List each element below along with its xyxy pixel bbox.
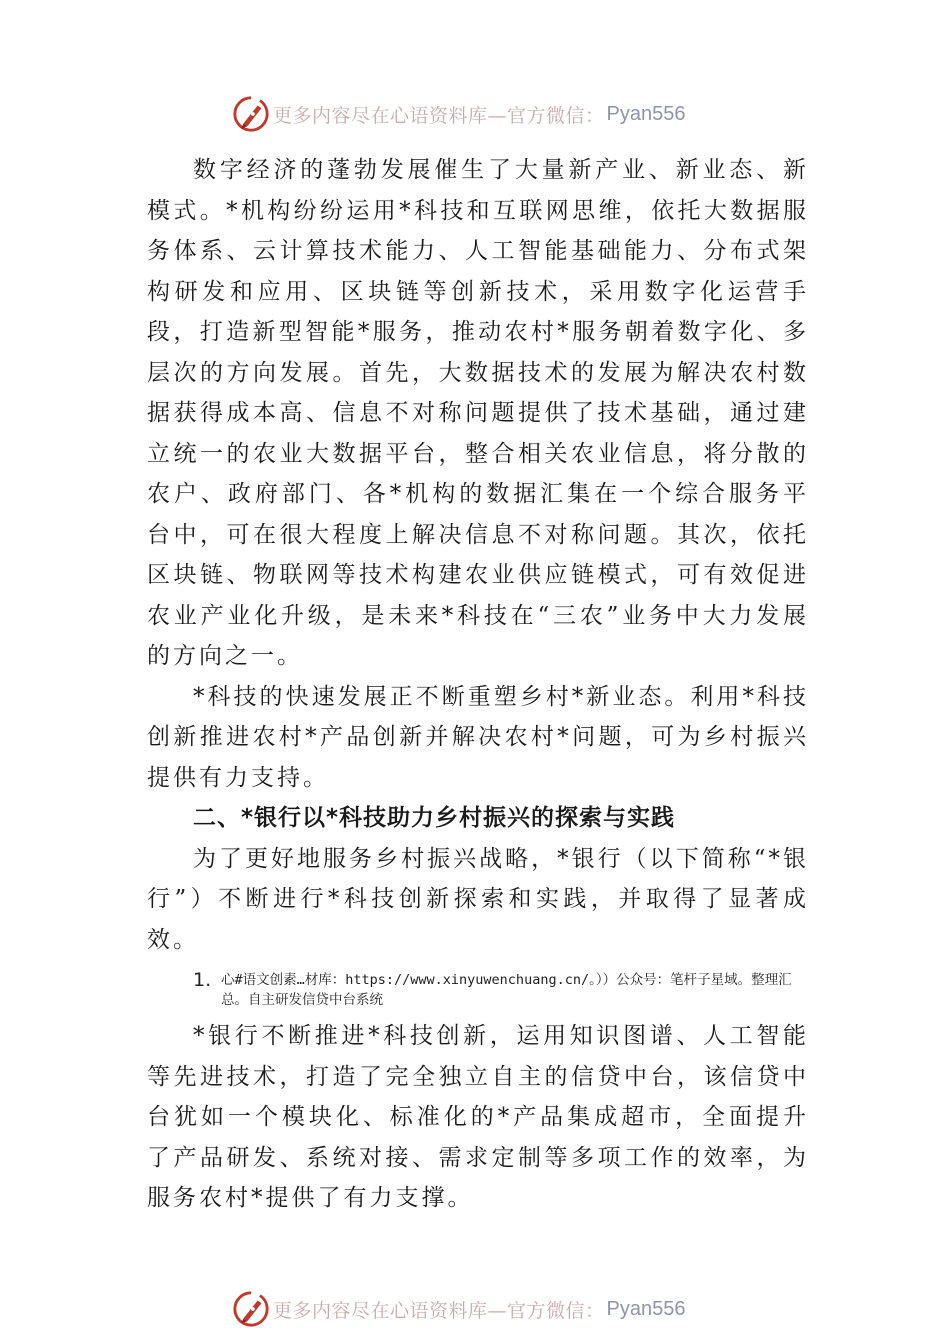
paragraph-tech-reshape: *科技的快速发展正不断重塑乡村*新业态。利用*科技创新推进农村*产品创新并解决农村*问题，可为乡村振兴提供有力支持。 — [147, 683, 809, 791]
note-number: 1. — [193, 969, 212, 991]
paragraph-bank-intro: 为了更好地服务乡村振兴战略，*银行（以下简称“*银行”）不断进行*科技创新探索和实践，并取得了显著成效。 — [147, 845, 809, 953]
document-body — [147, 150, 809, 1219]
section-heading: 二、*银行以*科技助力乡村振兴的探索与实践 — [193, 805, 676, 831]
header-slogan: 更多内容尽在心语资料库—官方微信： — [273, 104, 605, 127]
footer-slogan: 更多内容尽在心语资料库—官方微信： — [273, 1299, 605, 1322]
paragraph-credit-platform: *银行不断推进*科技创新，运用知识图谱、人工智能等先进技术，打造了完全独立自主的信贷中台，该信贷中台犹如一个模块化、标准化的*产品集成超市，全面提升了产品研发、系统对接、需求定制等多项工作的效率，为服务农村*提供了有力支撑。 — [147, 1023, 809, 1211]
paragraph-digital-economy: 数字经济的蓬勃发展催生了大量新产业、新业态、新模式。*机构纷纷运用*科技和互联网思维，依托大数据服务体系、云计算技术能力、人工智能基础能力、分布式架构研发和应用、区块链等创新技术，采用数字化运营手段，打造新型智能*服务，推动农村*服务朝着数字化、多层次的方向发展。首先，大数据技术的发展为解决农村数据获得成本高、信息不对称问题提供了技术基础，通过建立统一的农业大数据平台，整合相关农业信息，将分散的农户、政府部门、各*机构的数据汇集在一个综合服务平台中，可在很大程度上解决信息不对称问题。其次，依托区块链、物联网等技术构建农业供应链模式，可有效促进农业产业化升级，是未来*科技在“三农”业务中大力发展的方向之一。 — [147, 157, 809, 669]
pen-logo-icon — [232, 95, 270, 133]
footer-wechat-handle: Pyan556 — [606, 1297, 686, 1320]
header-wechat-handle: Pyan556 — [606, 102, 686, 125]
footer-watermark — [232, 1289, 685, 1329]
note-text: 心#语文创素…材库：https://www.xinyuwenchuang.cn/。））公众号：笔杆子星域。整理汇总。自主研发信贷中台系统 — [221, 972, 792, 1008]
header-watermark — [232, 94, 685, 134]
pen-logo-icon — [232, 1290, 270, 1328]
numbered-note — [193, 970, 809, 1010]
